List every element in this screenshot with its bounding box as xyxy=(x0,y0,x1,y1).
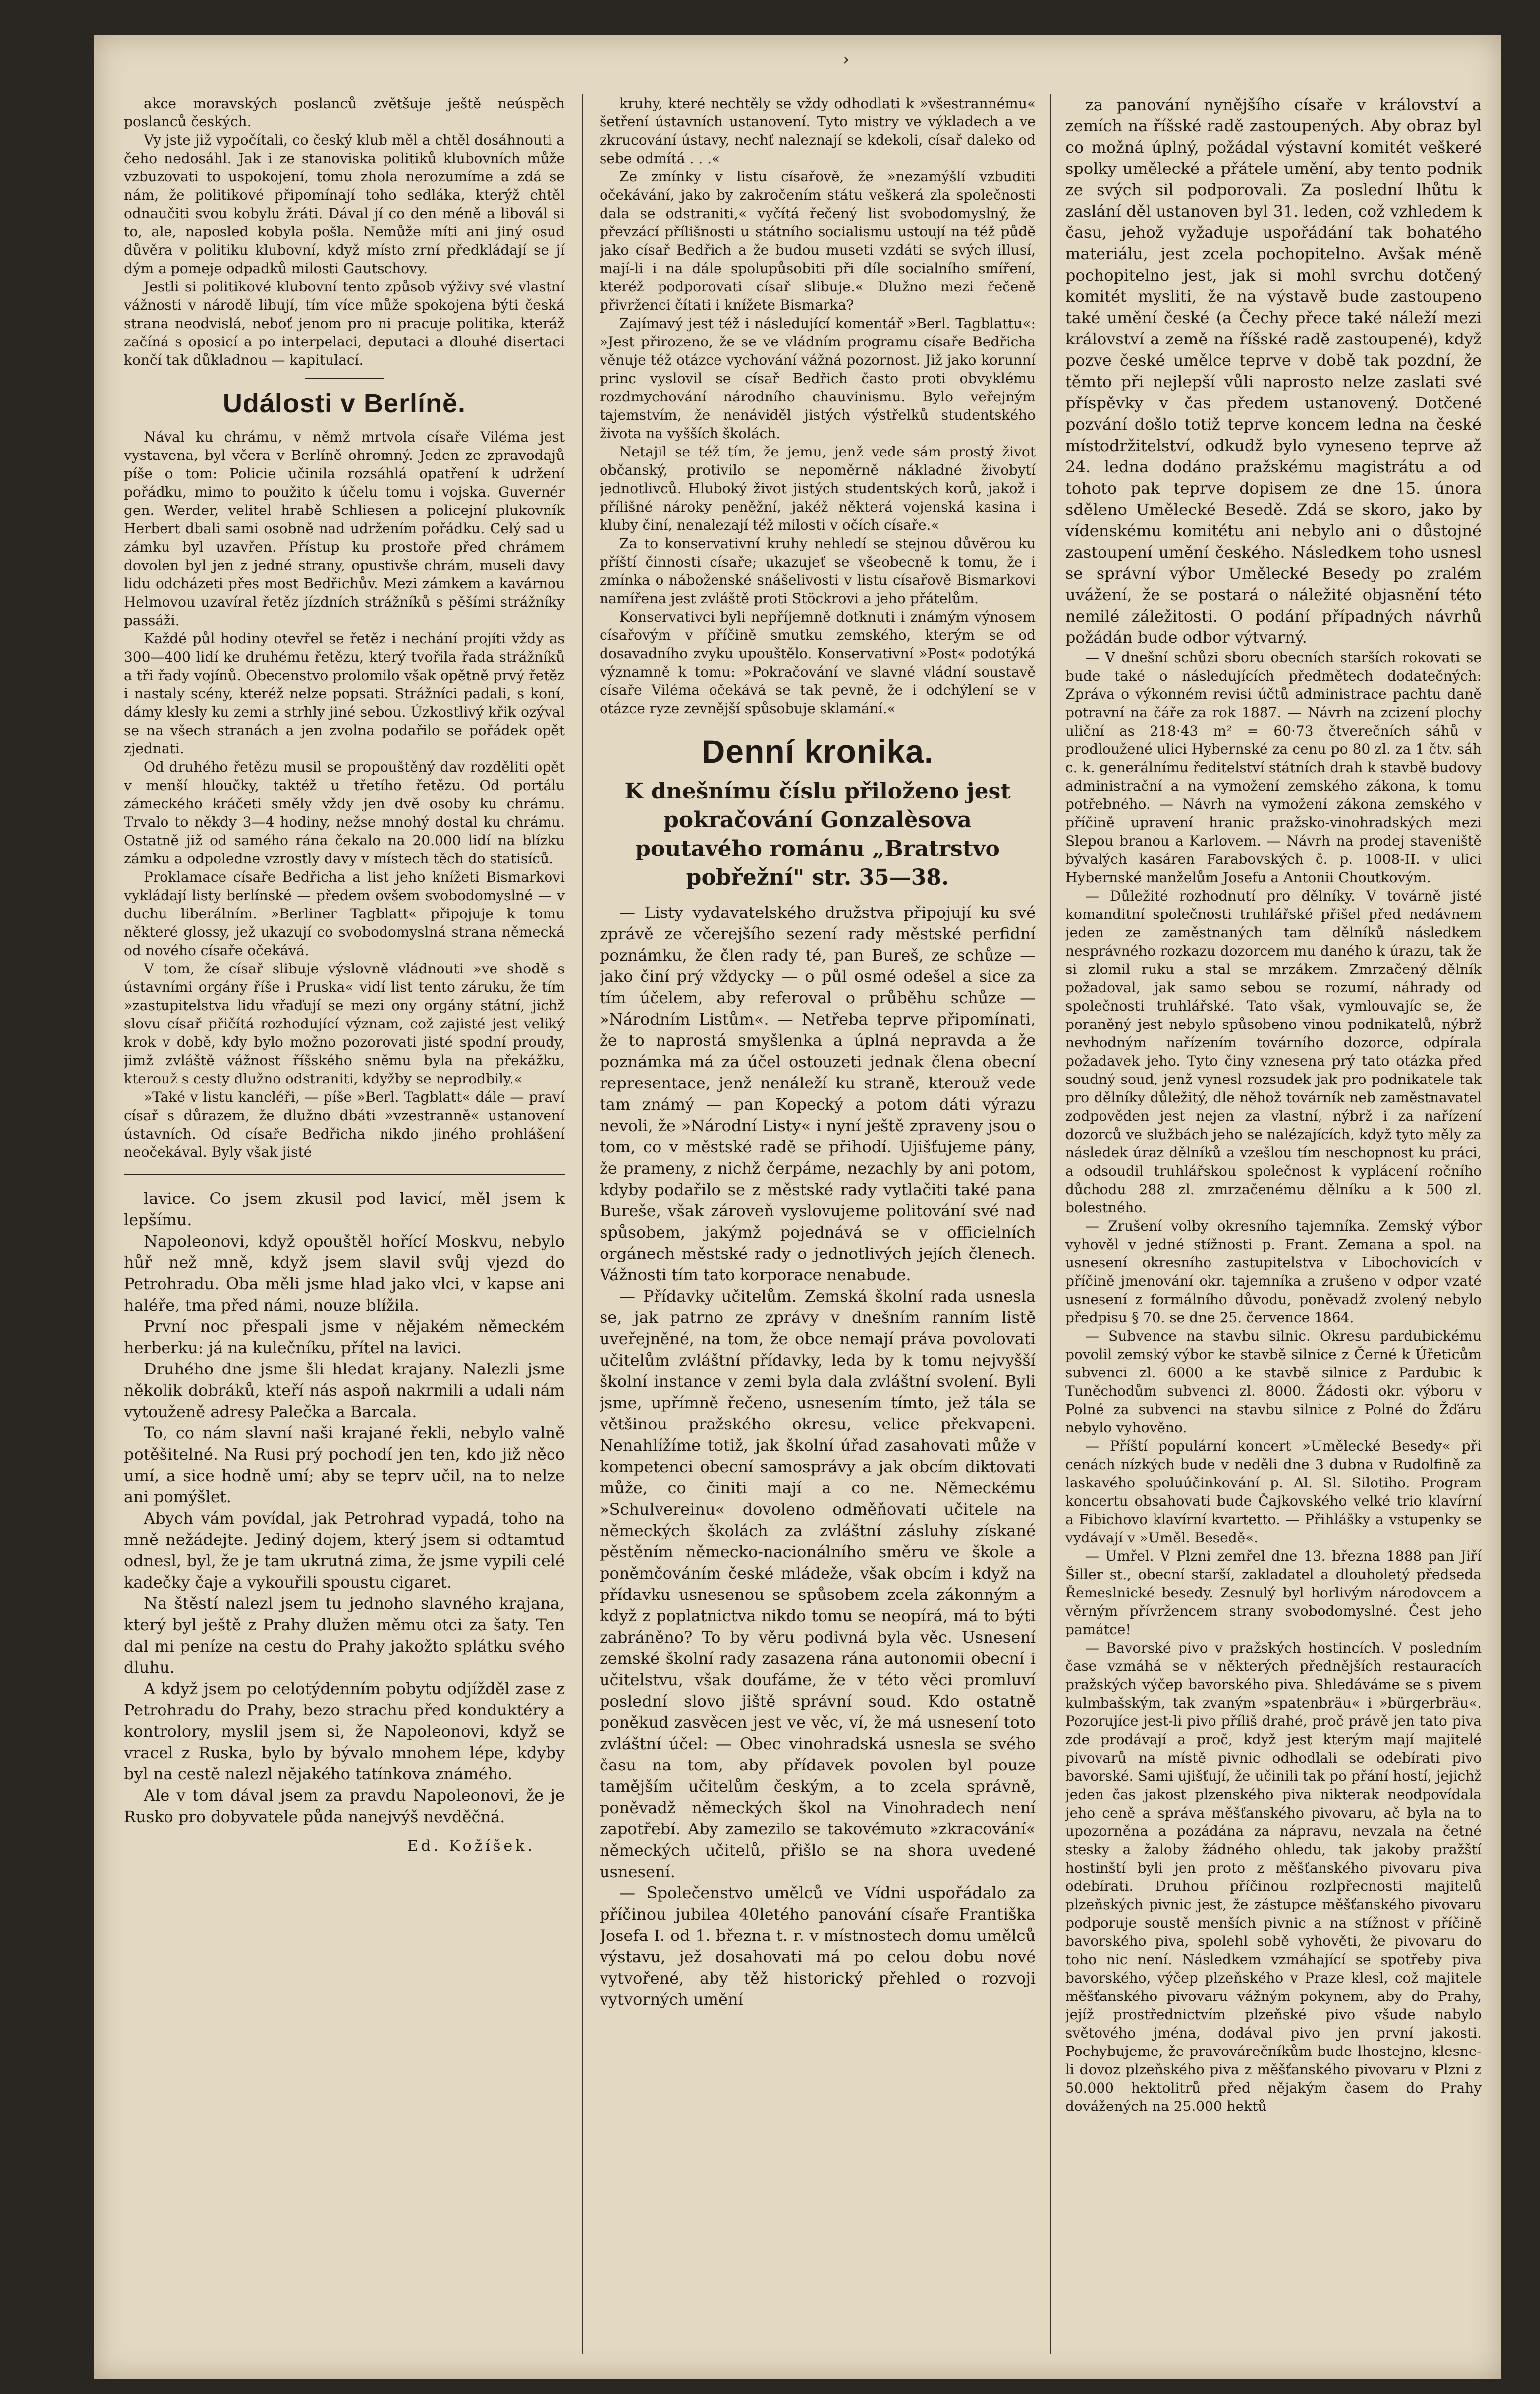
author-signature: Ed. Kožíšek. xyxy=(407,1837,535,1855)
chronicle-item: — Umřel. V Plzni zemřel dne 13. března 1888 pan Jiří Šiller st., obecní starší, zakladatel a dlouholetý předseda Řemeslnické besedy. Zesnulý byl horlivým národovcem a věrným přívržencem strany svobodomyslné. Čest jeho památce! xyxy=(1065,1548,1482,1638)
feuilleton-paragraph: A když jsem po celotýdenním pobytu odjížděl zase z Petrohradu do Prahy, bezo strachu před konduktéry a kontrolory, myslil jsem si, že Napoleonovi, když se vracel z Ruska, bylo by bývalo mnohem lépe, kdyby byl na cestě nalezl nějakého tatínkova známého. xyxy=(124,1679,565,1783)
feuilleton-paragraph: Abych vám povídal, jak Petrohrad vypadá, toho na mně nežádejte. Jediný dojem, který jsem si odtamtud odnesl, byl, že je tam ukrutná zima, že jsme vypili celé kadečky čaje a vykouřili spoustu cigaret. xyxy=(124,1509,565,1592)
berlin-heading: Události v Berlíně. xyxy=(222,389,466,418)
proclamation-paragraph: Proklamace císaře Bedřicha a list jeho knížeti Bismarkovi vykládají listy berlínské — předem ovšem svobodomyslné — v duchu liberálním. »Berliner Tagblatt« připojuje k tomu některé glossy, jež ukazují co svobodomyslná strana německá od nového císaře očekává. xyxy=(124,869,565,959)
chronicle-item: — V dnešní schůzi sboru obecních starších rokovati se bude také o následujících předmětech dodatečných: Zpráva o výkonném revisi účtů administrace pachtu daně potravní na čáře za rok 1887. — Návrh na zcizení plochy uliční as 218·43 m² = 60·73 čtverečních sáhů v prodloužené ulici Hybernské za cenu po 80 zl. za 1 čtv. sáh c. k. generálnímu ředitelství státních drah k stavbě budovy administrační a na vymožení zemského zákona, k tomu potřebného. — Návrh na vymožení zákona zemského v příčině upravení hranic pražsko-vinohradských mezi Slepou branou a Karlovem. — Návrh na prodej staveniště bývalých kasáren Farabovských č. p. 1008-II. v ulici Hybernské manželům Josefu a Antonii Choutkovým. xyxy=(1065,649,1482,886)
berlin-continued-paragraph: kruhy, které nechtěly se vždy odhodlati k »všestrannému« šetření ústavních ustanovení. Tyto mistry ve výkladech a ve zkrucování ústavy, nechť naleznají se kdekoli, císař daleko od sebe odmítá . . .« xyxy=(600,95,1036,167)
supplement-notice: K dnešnímu číslu přiloženo jest pokračování Gonzalèsova poutavého románu „Bratrstvo pobřežní" str. 35—38. xyxy=(624,779,1011,890)
berlin-paragraph: Od druhého řetězu musil se propouštěný dav rozděliti opět v menší hloučky, taktéž u třetího řetězu. Od portálu zámeckého kráčeti směly vždy jen dvě osoby ku chrámu. Trvalo to někdy 3—4 hodiny, nežse mnohý dostal ku chrámu. Ostatně již od samého rána čekalo na 20.000 lidí na blízku zámku a odpoledne vzrostly davy v místech těch do statisíců. xyxy=(124,759,565,867)
berlin-continued-paragraph: Netajil se též tím, že jemu, jenž vede sám prostý život občanský, protivilo se nepoměrně nákladné živobytí jednotlivců. Hluboký život jistých studentských korů, jakož i přílišné nároky peněžní, jakéž některá vojenská kasina i kluby činí, nenalezají též milosti v očích císaře.« xyxy=(600,444,1036,533)
feuilleton-paragraph: Napoleonovi, když opouštěl hořící Moskvu, nebylo hůř než mně, když jsem slavil svůj vjezd do Petrohradu. Oba měli jsme hlad jako vlci, v kapse ani haléře, tma před námi, nouze blížila. xyxy=(124,1232,565,1314)
berlin-paragraph: Nával ku chrámu, v němž mrtvola císaře Viléma jest vystavena, byl včera v Berlíně ohromný. Jeden ze zpravodajů píše o tom: Policie učinila rozsáhlá opatření k udržení pořádku, mimo to použito k účelu tomu i vojska. Guvernér gen. Werder, velitel hrabě Schliesen a policejní plukovník Herbert dbali sami osobně nad udržením pořádku. Celý sad u zámku byl uzavřen. Přístup ku prostoře před chrámem dovolen byl jen z jedné strany, opustivše chrám, museli davy lidu odcházeti přes most Bedřichův. Mezi zámkem a kavárnou Helmovou uzavíral řetěz jízdních strážníků s pěšími strážníky passáži. xyxy=(124,429,565,628)
chronicle-item: — Přídavky učitelům. Zemská školní rada usnesla se, jak patrno ze zprávy v dnešním ranním listě uveřejněné, na tom, že obce nemají práva povolovati učitelům zvláštní přídavky, leda by k tomu nejvyšší školní instance v zemi byla dala zvláštní svolení. Byli jsme, upřímně řečeno, usnesením tímto, jež tála se většinou pražského okresu, velice překvapeni. Nenahlížíme totiž, jak školní úřad zasahovati může v kompetenci obecní samosprávy a jak obcím diktovati může, co činiti mají a co ne. Německému »Schulvereinu« dovoleno odměňovati učitele na německých školách za zvláštní zásluhy získané pěstěním německo-nacionálního směru ve škole a poněmčováním české mládeže, však obcím i když na přídavku usnesenou se spůsobem zcela zákonným a když z poplatnictva nikdo tomu se neopírá, má to býti zabráněno? To by věru podivná byla věc. Usnesení zemské školní rady zasazena rána autonomii obecní i učitelstvu, však doufáme, že v této věci promluví poslední slovo jiště správní soud. Kdo ostatně poněkud zasvěcen jest ve věc, ví, že má usnesení toto zvláštní účel: — Obec vinohradská usnesla se svého času na tom, aby přídavek povolen byl pouze tamějším učitelům českým, a to zcela správně, poněvadž německých škol na Vinohradech není zapotřebí. Aby zamezilo se takovémuto »zkracování« německých učitelů, přišlo se na shora uvedené usnesení. xyxy=(600,1287,1036,1881)
berlin-continued-paragraph: Konservativci byli nepříjemně dotknuti i známým výnosem císařovým v příčině smutku zemského, kterým se od dosavadního zvyku upouštělo. Konservativní »Post« podotýká významně k tomu: »Pokračování ve slavné vládní soustavě císaře Viléma očekává se tak pevně, že i odchýlení se v otázce ryze zevnější spůsobuje sklamání.« xyxy=(600,609,1036,717)
chronicle-item: — Příští populární koncert »Umělecké Besedy« při cenách nízkých bude v neděli dne 3 dubna v Rudolfině za laskavého spoluúčinkování p. Al. Sl. Silotiho. Program koncertu obsahovati bude Čajkovského velké trio klavírní a Fibichovo klavírní kvartetto. — Přihlášky a vstupenky se vydávají v »Uměl. Besedě«. xyxy=(1065,1438,1482,1546)
feuilleton-paragraph: lavice. Co jsem zkusil pod lavicí, měl jsem k lepšímu. xyxy=(124,1189,565,1229)
column-middle xyxy=(600,94,1036,2349)
chronicle-item: — Společenstvo umělců ve Vídni uspořádalo za příčinou jubilea 40letého panování císaře Františka Josefa I. od 1. března t. r. v místnostech domu umělců výstavu, jež dosahovati má po celou dobu nové vytvořené, aby těž historický přehled o rozvoji vytvorných umění xyxy=(600,1883,1036,2009)
feuilleton-paragraph: Druhého dne jsme šli hledat krajany. Nalezli jsme několik dobráků, kteří nás aspoň nakrmili a udali nám vytouženě adresy Palečka a Barcala. xyxy=(124,1360,565,1421)
feuilleton-paragraph: To, co nám slavní naši krajané řekli, nebylo valně potěšitelné. Na Rusi prý pochodí jen ten, kdo již něco umí, a sice hodně umí; aby se teprv učil, na to nelze ani pomýšlet. xyxy=(124,1424,565,1506)
proclamation-paragraph: »Také v listu kancléři, — píše »Berl. Tagblatt« dále — praví císař s důrazem, že dlužno dbáti »vzestranně« ustanovení ústavních. Od císaře Bedřicha nikdo jiného prohlášení neočekával. Byly však jisté xyxy=(124,1089,565,1160)
feuilleton-divider xyxy=(124,1174,565,1175)
feuilleton-paragraph: Ale v tom dával jsem za pravdu Napoleonovi, že je Rusko pro dobyvatele půda nanejvýš nevděčná. xyxy=(124,1786,565,1826)
chronicle-item: — Zrušení volby okresního tajemníka. Zemský výbor vyhověl v jedné stížnosti p. Frant. Zemana a spol. na usnesení okresního zastupitelstva v Libochovicích v příčině jmenování okr. tajemníka a zrušeno v odpor vzaté usnesení z formálního důvodu, poněvadž zvolený nebylo předpisu § 70. se dne 25. července 1864. xyxy=(1065,1218,1482,1326)
chronicle-heading: Denní kronika. xyxy=(701,733,934,770)
chronicle-item: za panování nynějšího císaře v království a zemích na říšské radě zastoupených. Aby obraz byl co možná úplný, požádal výstavní komitét veškeré spolky umělecké a přátele umění, aby tento podnik ze svých sil podporovali. Za poslední lhůtu k zaslání děl ustanoven byl 31. leden, což vzhledem k času, jehož vyžaduje uspořádání tak bohatého materiálu, jest zcela pochopitelno. Avšak méně pochopitelno jest, jak si mohl svrchu dotčený komitét mysliti, že na výstavě bude zastoupeno také umění české (a Čechy přece také náleží mezi království a země na říšské radě zastoupené), když pozve české umělce teprve v době tak pozdní, že těmto při nejlepší vůli naprosto nelze zaslati své příspěvky v čas předem ustanovený. Dotčené pozvání došlo totiž teprve koncem ledna na české místodržitelství, odkudž bylo vyneseno teprve až 24. ledna dodáno pražskému magistrátu a od tohoto pak teprve dopisem ze dne 15. února sděleno Umělecké Besedě. Zdá se skoro, jako by vídenskému komitétu ani nebylo ani o důstojné zastoupení umění českého. Následkem toho usnesl se správní výbor Umělecké Besedy po zralém uvážení, že se postará o náležité objasnění této nemilé záležitosti. O podání případných návrhů požádán bude odbor výtvarný. xyxy=(1065,95,1482,647)
intro-paragraph: akce moravských poslanců zvětšuje ještě neúspěch poslanců českých. xyxy=(124,95,565,130)
berlin-continued-paragraph: Za to konservativní kruhy nehledí se stejnou důvěrou ku příští činnosti císaře; ukazujeť se všeobecně k tomu, že i zmínka o náboženské snášelivosti v listu císařově Bismarkovi namířena jest zvláště proti Stöckrovi a jeho přátelům. xyxy=(600,535,1036,607)
feuilleton-paragraph: První noc přespali jsme v nějakém německém herberku: já na kulečníku, přítel na lavici. xyxy=(124,1317,565,1357)
berlin-paragraph: Každé půl hodiny otevřel se řetěz i nechání projíti vždy as 300—400 lidí ke druhému řetězu, který tvořila řada strážníků a tři řady vojínů. Obecenstvo prolomilo však opětně prvý řetěz i nastaly scény, kteréž nelze popsati. Strážníci padali, s koní, dámy klesly ku zemi a strhly jiné sebou. Úzkostlivý křik ozýval se na všech stranách a jen zvolna podařilo se pořádek opět zjednati. xyxy=(124,630,565,757)
intro-paragraph: Vy jste již vypočítali, co český klub měl a chtěl dosáhnouti a čeho nedosáhl. Jak i ze stanoviska politiků klubovních může vzbuzovati to uspokojení, tomu zhola nerozumíme a zdá se nám, že politikové připomínají toho sedláka, kterýž chtěl odnaučiti svou kobylu žráti. Dával jí co den méně a libovál si to, ale, naposled kobyla pošla. Nemůže míti ani jiný osud důvěra v politiku klubovní, když místo zrní předkládají se jí dým a pomeje odpadků milosti Gautschovy. xyxy=(124,132,565,277)
chronicle-item: — Bavorské pivo v pražských hostincích. V posledním čase vzmáhá se v některých přednějších restauracích pražských výčep bavorského piva. Shledáváme se s pivem kulmbašským, tak zvaným »spatenbräu« i »bürgerbräu«. Pozorujíce jest-li pivo příliš drahé, proč právě jen tato piva zde prodávají a proč, když jest kterým mají majitelé pivovarů na místě pivnic odhodlali se odebírati pivo bavorské. Sami ujišťují, že učinili tak po přání hostí, jejichž jeden čas jakost plzenského piva nikterak neodpovídala jeho ceně a správa měšťanského pivovaru, ač byla na to upozorněna a pozádána za nápravu, nevzala na četné stesky a žaloby žádného ohledu, tak jakoby pražští hostinští byli jen proto z měšťanského pivovaru piva odebírati. Druhou příčinou rozlpřecnosti majitelů plzeňských pivnic jest, že zástupce měšťanského pivovaru podporuje soustě menších pivnic a na stížnost v příčině bavorského piva, spolehl sobě vyhověti, že pivovaru do toho nic není. Následkem vzmáhající se spotřeby piva bavorského, výčep plzeňského v Praze klesl, což majitele měšťanského pivovaru vážným pokynem, aby do Prahy, jejíž prostřednictvím plzeňské pivo všude nabylo světového jména, dodával pivo jen první jakosti. Pochybujeme, že pravovárečníkům bude lhostejno, klesne-li dovoz plzeňského piva z měšťanského pivovaru v Plzni z 50.000 hektolitrů před nějakým časem do Prahy dovážených na 25.000 hektů xyxy=(1065,1640,1482,2114)
berlin-continued-paragraph: Ze zmínky v listu císařově, že »nezamýšlí vzbuditi očekávání, jako by zakročením státu veškerá zla společnosti dala se odstraniti,« vyčítá řečený list svobodomyslný, že převzácí přílišnosti u státního socialismu ustoují na též půdě jako císař Bedřich a že budou museti vzdáti se svých illusí, mají-li i na dále spolupůsobiti při díle socialního smíření, kteréž podporovati císař slibuje.« Dlužno mezi řečeně přivrženci čítati i knížete Bismarka? xyxy=(600,169,1036,313)
chronicle-item: — Listy vydavatelského družstva připojují ku své zprávě ze včerejšího sezení rady městské perfidní poznámku, že člen rady té, pan Bureš, ze schůze — jako činí prý vždycky — o půl osmé odešel a sice za tím účelem, aby referoval o průběhu schůze — »Národním Listům«. — Netřeba teprve připomínati, že to naprostá smyšlenka a úplná nepravda a že poznámka má za účel ostouzeti jednak člena obecní representace, jenž nenáleží ku straně, kterouž vede tam známý — pan Kopecký a potom dáti výrazu nevoli, že »Národní Listy« i nyní ještě zpraveny jsou o tom, co v městské radě se přihodí. Ujišťujeme pány, že prameny, z nichž čerpáme, nezachly by ani potom, kdyby podařilo se z městské rady vytlačiti také pana Bureše, však zároveň vyslovujeme politování své nad spůsobem, jakýmž pojednává se v officielních orgánech městské rady o jednotlivých jejích členech. Vážnosti tím tato korporace nenabude. xyxy=(600,903,1036,1284)
column-right xyxy=(1065,94,1482,2349)
proclamation-paragraph: V tom, že císař slibuje výslovně vládnouti »ve shodě s ústavními orgány říše i Pruska« vidí list tento záruku, že tím »zastupitelstva lidu vřaďují se mezi ony orgány státní, jichž slovu císař přičítá rozhodující význam, což zajisté jest veliký krok v době, kdy bylo možno pozorovati jisté spodní proudy, jimž zvláště vážnost říšského sněmu byla na překážku, kterouž s cesty dlužno odstraniti, kdyžby se neprodbily.« xyxy=(124,961,565,1087)
column-left xyxy=(124,94,565,2349)
column-rule-2 xyxy=(1050,94,1051,2354)
berlin-continued-paragraph: Zajímavý jest též i následující komentář »Berl. Tagblattu«: »Jest přirozeno, že se ve vládním programu císaře Bedřicha věnuje též otázce vychování vážná pozornost. Již jako korunní princ vyslovil se císař Bedřich často proti obvyklému rozdmychování národního chauvinismu. Bylo veřejným tajemstvím, že nenáviděl jistých výstřelků studentského života na vyšších školách. xyxy=(600,315,1036,442)
intro-paragraph: Jestli si politikové klubovní tento způsob výživy své vlastní vážnosti v národě libují, tím více může spokojena býti česká strana neodvislá, neboť jenom pro ni pracuje politika, kteráž začíná s oposicí a po interpelaci, deputaci a dlouhé disertaci končí tak důkladnou — kapitulací. xyxy=(124,279,565,368)
chronicle-item: — Subvence na stavbu silnic. Okresu pardubickému povolil zemský výbor ke stavbě silnice z Černé k Úřeticům subvenci zl. 6000 a ke stavbě silnice z Pardubic k Tuněchodům subvenci zl. 8000. Žádosti okr. výboru v Polné za subvenci na stavbu silnice z Polné do Žďáru nebylo vyhověno. xyxy=(1065,1328,1482,1436)
section-divider xyxy=(305,378,384,379)
feuilleton-paragraph: Na štěstí nalezl jsem tu jednoho slavného krajana, který byl ještě z Prahy dlužen měmu otci za šaty. Ten dal mi peníze na cestu do Prahy jakožto splátku svého dluhu. xyxy=(124,1594,565,1677)
chronicle-item: — Důležité rozhodnutí pro dělníky. V továrně jisté komanditní společnosti truhlářské přišel před nedávnem jeden ze zaměstnaných tam dělníků následkem nesprávného rozkazu dozorcem mu daného k úrazu, tak že si zlomil ruku a stal se mrzákem. Zmrzačený dělník požadoval, jak samo sebou se rozumí, náhrady od společnosti truhlářské. Tato však, vymlouvajíc se, že poraněný jest nebylo spůsobeno vinou podnikatelů, nýbrž nevhodným nařízením továrního dozorce, odpírala požadavek jeho. Tyto činy vznesena prý tato otázka před soudný soud, jenž vynesl rozsudek jak pro podnikatele tak pro dělníky důležitý, dle něhož továrník neb zaměstnavatel zodpověden jest nejen za vlastní, nýbrž i za nařízení dozorců ve službách jeho se nalézajících, když tyto měly za následek úraz dělníků a vzešlou tím neschopnost ku práci, a odsoudil truhlářskou společnost k vyplácení ročního důchodu 288 zl. zmrzačenému dělníku a k 500 zl. bolestného. xyxy=(1065,888,1482,1216)
newspaper-page xyxy=(94,35,1501,2379)
column-rule-1 xyxy=(582,94,583,2354)
page-mark: › xyxy=(842,50,850,70)
